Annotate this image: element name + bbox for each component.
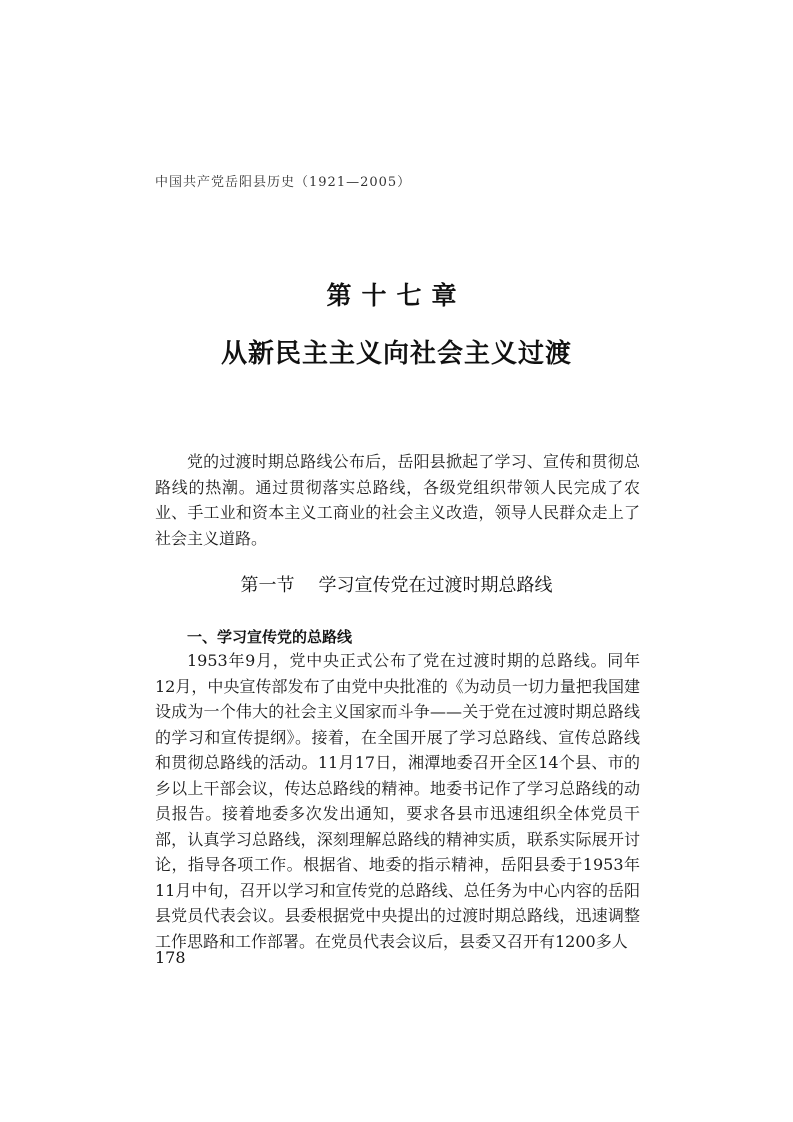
- chapter-title: 从新民主主义向社会主义过渡: [220, 339, 572, 369]
- body-paragraph: 1953年9月，党中央正式公布了党在过渡时期的总路线。同年12月，中央宣传部发布了由党中央批准的《为动员一切力量把我国建设成为一个伟大的社会主义国家而斗争——关于党在过渡时期总路线的学习和宣传提纲》。接着，在全国开展了学习总路线、宣传总路线和贯彻总路线的活动。11月17日，湘潭地委召开全区14个县、市的乡以上干部会议，传达总路线的精神。地委书记作了学习总路线的动员报告。接着地委多次发出通知，要求各县市迅速组织全体党员干部，认真学习总路线，深刻理解总路线的精神实质，联系实际展开讨论，指导各项工作。根据省、地委的指示精神，岳阳县委于1953年11月中旬，召开以学习和宣传党的总路线、总任务为中心内容的岳阳县党员代表会议。县委根据党中央提出的过渡时期总路线，迅速调整工作思路和工作部署。在党员代表会议后，县委又召开有1200多人: [155, 651, 640, 951]
- section-number: 第一节: [240, 575, 295, 596]
- subsection-title: 一、学习宣传党的总路线: [187, 628, 353, 646]
- chapter-number: 第十七章: [326, 281, 467, 310]
- page-number: 178: [155, 948, 186, 967]
- section-title: 学习宣传党在过渡时期总路线: [318, 575, 553, 596]
- section-heading: [0, 571, 793, 597]
- running-header: 中国共产党岳阳县历史（1921—2005）: [155, 175, 412, 190]
- intro-paragraph: 党的过渡时期总路线公布后，岳阳县掀起了学习、宣传和贯彻总路线的热潮。通过贯彻落实总路线，各级党组织带领人民完成了农业、手工业和资本主义工商业的社会主义改造，领导人民群众走上了社会主义道路。: [155, 452, 640, 548]
